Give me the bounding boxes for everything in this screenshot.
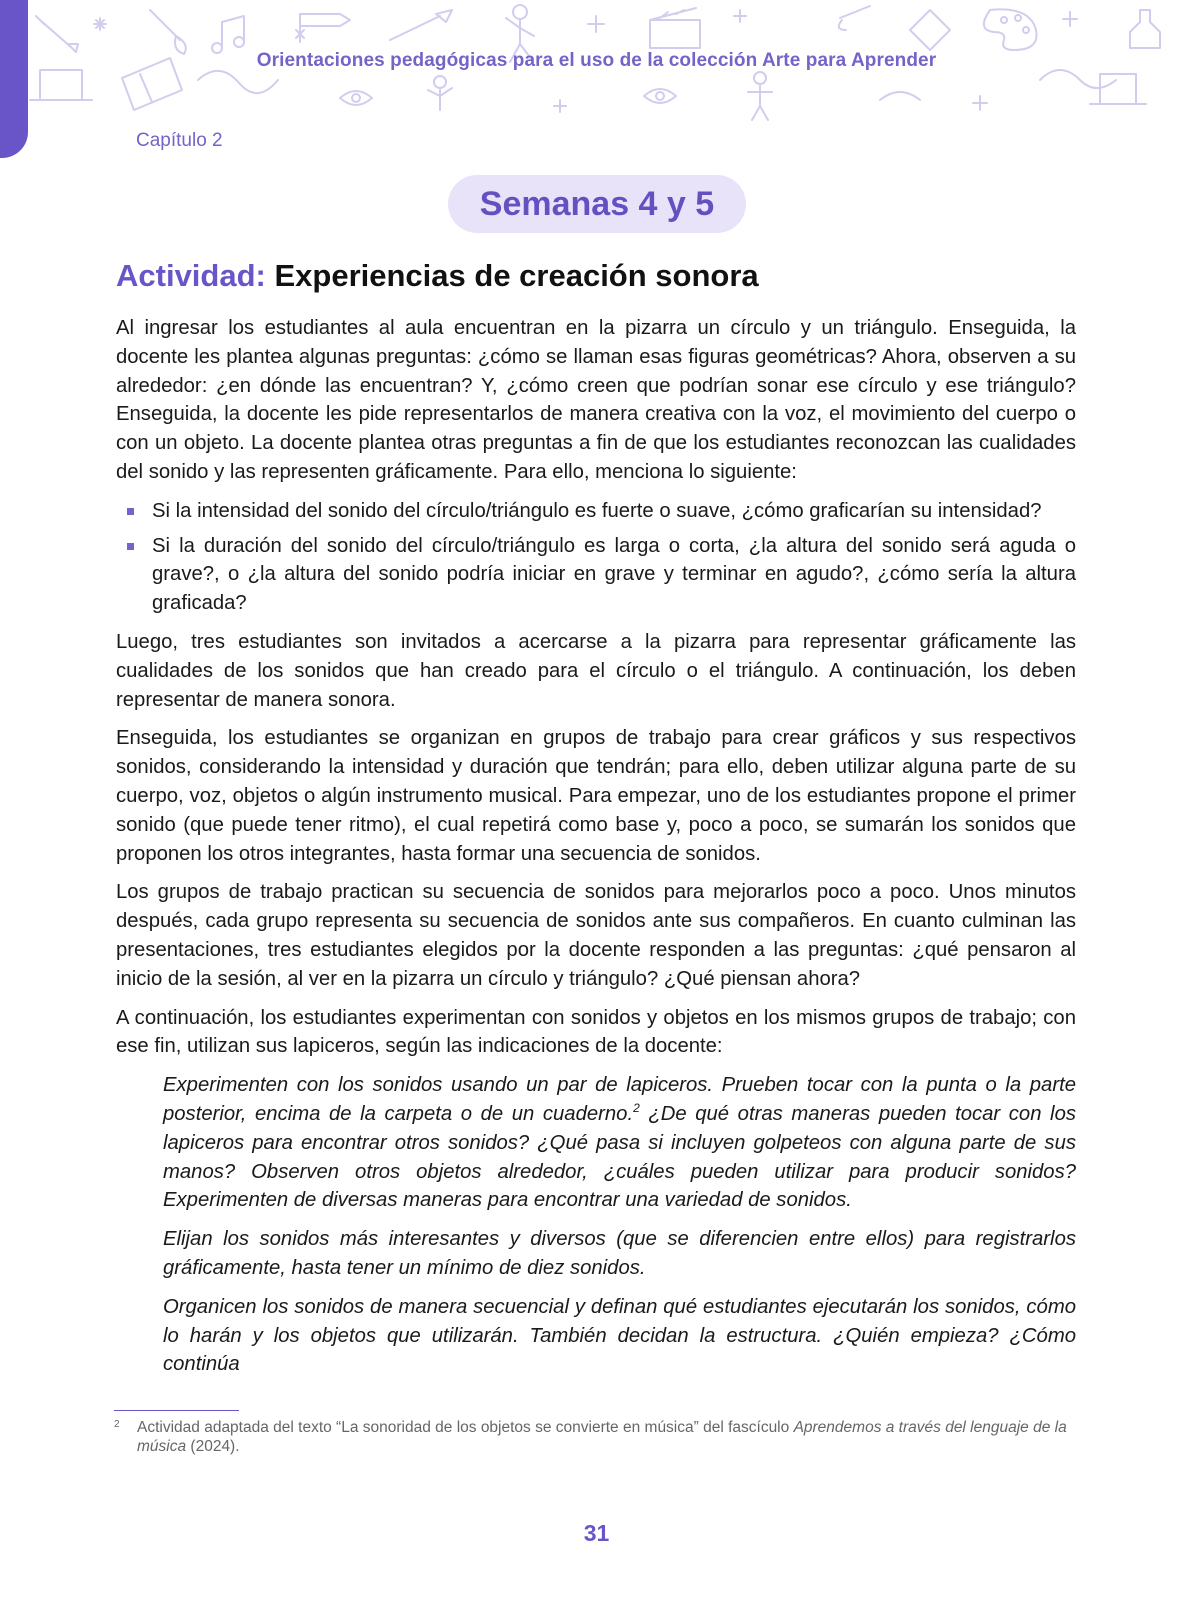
dancer-icon: [748, 72, 772, 120]
bottle-icon: [1130, 10, 1160, 48]
star-icon: [734, 10, 746, 22]
chapter-label: Capítulo 2: [136, 130, 223, 151]
paragraph: Enseguida, los estudiantes se organizan en grupos de trabajo para crear gráficos y sus respectivos sonidos, considerando la intensidad y duración que tendrán; para ello, deben utilizar alguna parte de su cuerpo, voz, objetos o algún instrumento musical. Para empezar, uno de los estudiantes propone el primer sonido (que puede tener ritmo), el cual repetirá como base y, poco a poco, se sumarán los sonidos que proponen los otros integrantes, hasta formar una secuencia de sonidos.: [116, 727, 1076, 865]
page-number: 31: [583, 1520, 610, 1546]
paragraph: Los grupos de trabajo practican su secuencia de sonidos para mejorarlos poco a poco. Unos minutos después, cada grupo representa su secuencia de sonidos ante sus compañeros. En cuanto culminan las presentaciones, tres estudiantes elegidos por la docente responden a las preguntas: ¿qué pensaron al inicio de la sesión, al ver en la pizarra un círculo y triángulo? ¿Qué piensan ahora?: [116, 881, 1076, 990]
paragraph: Al ingresar los estudiantes al aula encuentran en la pizarra un círculo y un triángulo. Enseguida, la docente les plantea algunas preguntas: ¿cómo se llaman esas figuras geométricas? Ahora, observen a su alrededor: ¿en dónde las encuentran? Y, ¿cómo creen que podrían sonar ese círculo y ese triángulo? Enseguida, la docente les pide representarlos de manera creativa con la voz, el movimiento del cuerpo o con un objeto. La docente plantea otras preguntas a fin de que los estudiantes reconozcan las cualidades del sonido y las representen gráficamente. Para ello, menciona lo siguiente:: [116, 317, 1076, 483]
footnote-source-title: Aprendemos a través del lenguaje de la música: [137, 1419, 1067, 1455]
star-icon: [94, 18, 106, 30]
pen-icon: [36, 16, 78, 52]
footnote-text-part: Actividad adaptada del texto “La sonoridad de los objetos se convierte en música” del fascículo: [137, 1419, 794, 1436]
footnote-text: [114, 1418, 1076, 1456]
instruction-quote: [116, 1071, 1076, 1215]
paintbrush-icon: [839, 6, 870, 30]
bullet-text: Si la duración del sonido del círculo/triángulo es larga o corta, ¿la altura del sonido será aguda o grave?, o ¿la altura del sonido podría iniciar en grave y terminar en agudo?, ¿cómo sería la altura graficada?: [152, 534, 1076, 615]
paragraph: A continuación, los estudiantes experimentan con sonidos y objetos en los mismos grupos de trabajo; con ese fin, utilizan sus lapiceros, según las indicaciones de la docente:: [116, 1006, 1076, 1058]
paragraph: Luego, tres estudiantes son invitados a acercarse a la pizarra para representar gráficamente las cualidades de los sonidos que han creado para el círculo o el triángulo. A continuación, los deben representar de manera sonora.: [116, 630, 1076, 711]
footnote-divider: [114, 1410, 239, 1411]
activity-title: Experiencias de creación sonora: [274, 258, 759, 293]
star-icon: [588, 16, 604, 32]
film-clapper-icon: [650, 8, 700, 48]
instruction-quote: Elijan los sonidos más interesantes y diversos (que se diferencien entre ellos) para registrarlos gráficamente, hasta tener un mínimo de diez sonidos.: [163, 1228, 1076, 1279]
swirl-decoration: [880, 92, 920, 100]
eye-icon: [644, 89, 676, 103]
paintbrush-icon: [390, 10, 452, 40]
star-icon: [554, 100, 566, 112]
header-doodle-band: [0, 0, 1193, 125]
main-content: [116, 314, 1076, 1389]
activity-heading: [116, 258, 759, 294]
dancer-icon: [428, 76, 452, 110]
bullet-text: Si la intensidad del sonido del círculo/triángulo es fuerte o suave, ¿cómo graficarían su intensidad?: [152, 499, 1042, 522]
paint-tube-icon: [910, 10, 950, 50]
footnote-text-part: (2024).: [186, 1438, 240, 1455]
music-note-icon: [212, 16, 244, 53]
quote-text: Experimenten con los sonidos usando un par de lapiceros. Prueben tocar con la punta o la parte posterior, encima de la carpeta o de un cuaderno.: [163, 1074, 1076, 1125]
bullet-square-icon: [127, 508, 134, 515]
header-title: Orientaciones pedagógicas para el uso de la colección Arte para Aprender: [256, 50, 937, 71]
paintbrush-icon: [150, 10, 186, 54]
star-icon: [1063, 12, 1077, 26]
swirl-decoration: [198, 71, 278, 93]
activity-lead: Actividad:: [116, 258, 266, 293]
bullet-list: [116, 497, 1076, 618]
star-icon: [973, 96, 987, 110]
palette-icon: [984, 9, 1037, 50]
bullet-item: [116, 532, 1076, 618]
eye-icon: [340, 91, 372, 105]
paint-tube-icon: [300, 14, 350, 26]
footnote-number: 2: [114, 1419, 120, 1430]
top-hat-icon: [30, 70, 92, 100]
quote-text: ¿De qué otras maneras pueden tocar con los lapiceros para encontrar otros sonidos? ¿Qué pasa si incluyen golpeteos con alguna parte de sus manos? Observen otros objetos alrededor, ¿cuáles pueden utilizar para producir sonidos? Experimenten de diversas maneras para encontrar una variedad de sonidos.: [163, 1102, 1076, 1212]
star-icon: [296, 26, 304, 42]
instruction-quote: Organicen los sonidos de manera secuencial y definan qué estudiantes ejecutarán los sonidos, cómo lo harán y los objetos que utilizarán. También decidan la estructura. ¿Quién empieza? ¿Cómo continúa: [163, 1295, 1076, 1376]
week-pill: Semanas 4 y 5: [448, 175, 746, 233]
bullet-square-icon: [127, 543, 134, 550]
top-hat-icon: [1090, 74, 1146, 104]
bullet-item: [116, 497, 1076, 526]
swirl-decoration: [1040, 70, 1116, 88]
footnote: [114, 1418, 1076, 1456]
footnote-ref: 2: [633, 1101, 640, 1116]
